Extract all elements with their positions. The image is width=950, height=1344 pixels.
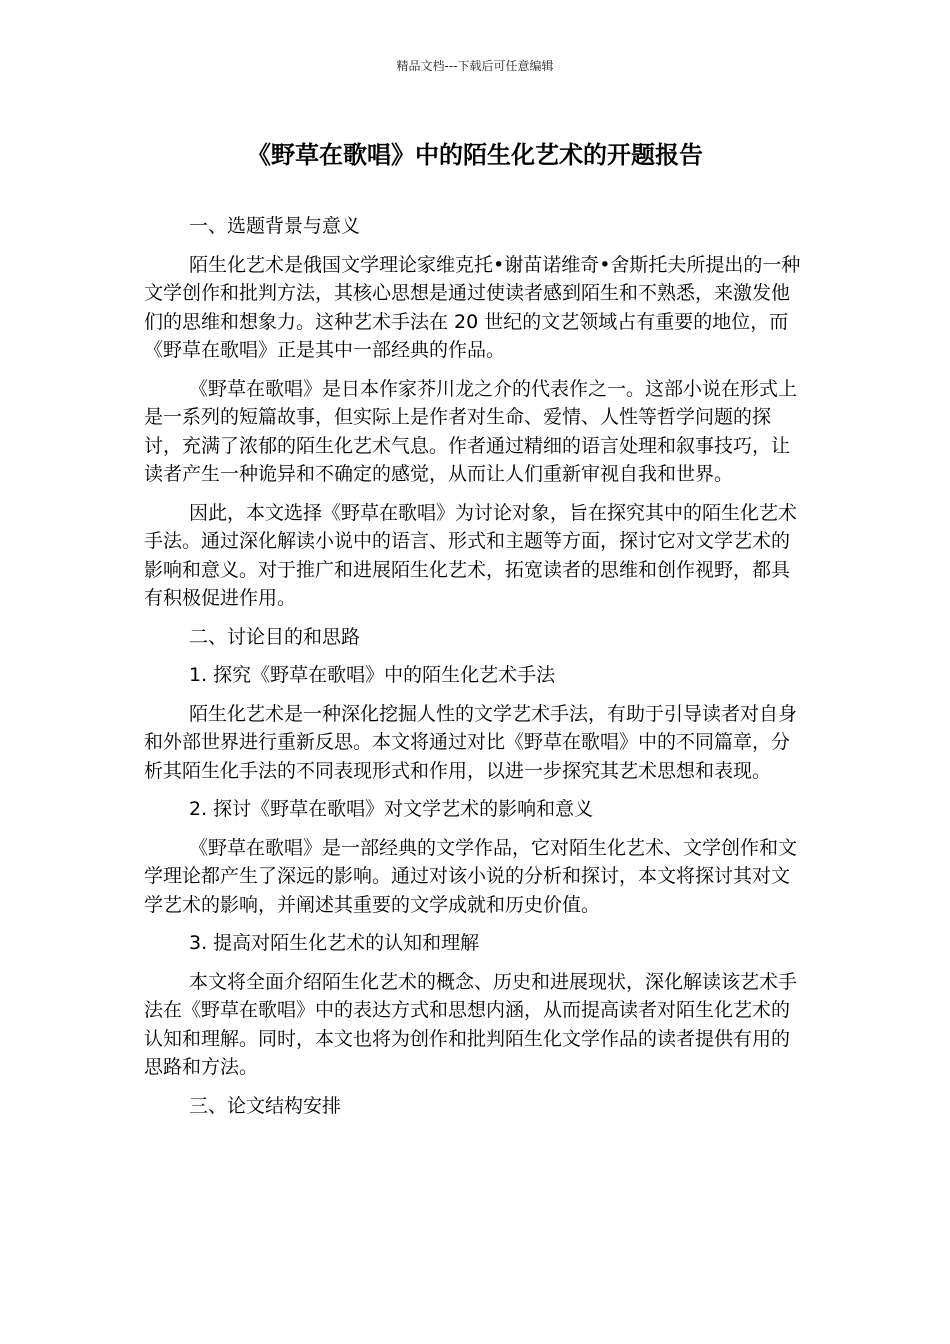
- subheading-purpose-2: 2. 探讨《野草在歌唱》对文学艺术的影响和意义: [189, 798, 594, 820]
- section-heading-purpose: 二、讨论目的和思路: [189, 625, 361, 648]
- subheading-purpose-1: 1. 探究《野草在歌唱》中的陌生化艺术手法: [189, 664, 556, 686]
- document-title: 《野草在歌唱》中的陌生化艺术的开题报告: [247, 141, 703, 169]
- document-body: [144, 212, 806, 1130]
- paragraph-background-3: 因此，本文选择《野草在歌唱》为讨论对象，旨在探究其中的陌生化艺术手法。通过深化解读小说中的语言、形式和主题等方面，探讨它对文学艺术的影响和意义。对于推广和进展陌生化艺术，拓宽读者的思维和创作视野，都具有积极促进作用。: [144, 501, 798, 609]
- section-heading-background: 一、选题背景与意义: [189, 215, 361, 237]
- header-note: 精品文档---下载后可任意编辑: [396, 59, 554, 73]
- paragraph-purpose-2: 《野草在歌唱》是一部经典的文学作品，它对陌生化艺术、文学创作和文学理论都产生了深远的影响。通过对该小说的分析和探讨，本文将探讨其对文学艺术的影响，并阐述其重要的文学成就和历史价值。: [144, 836, 798, 916]
- section-heading-structure: 三、论文结构安排: [189, 1094, 342, 1117]
- paragraph-purpose-1: 陌生化艺术是一种深化挖掘人性的文学艺术手法，有助于引导读者对自身和外部世界进行重新反思。本文将通过对比《野草在歌唱》中的不同篇章，分析其陌生化手法的不同表现形式和作用，以进一步探究其艺术思想和表现。: [144, 702, 798, 782]
- paragraph-background-2: 《野草在歌唱》是日本作家芥川龙之介的代表作之一。这部小说在形式上是一系列的短篇故事，但实际上是作者对生命、爱情、人性等哲学问题的探讨，充满了浓郁的陌生化艺术气息。作者通过精细的语言处理和叙事技巧，让读者产生一种诡异和不确定的感觉，从而让人们重新审视自我和世界。: [144, 377, 798, 485]
- subheading-purpose-3: 3. 提高对陌生化艺术的认知和理解: [189, 932, 480, 954]
- paragraph-purpose-3: 本文将全面介绍陌生化艺术的概念、历史和进展现状，深化解读该艺术手法在《野草在歌唱》中的表达方式和思想内涵，从而提高读者对陌生化艺术的认知和理解。同时，本文也将为创作和批判陌生化文学作品的读者提供有用的思路和方法。: [144, 970, 798, 1078]
- paragraph-background-1: 陌生化艺术是俄国文学理论家维克托•谢苗诺维奇•舍斯托夫所提出的一种文学创作和批判方法，其核心思想是通过使读者感到陌生和不熟悉，来激发他们的思维和想象力。这种艺术手法在 20 世纪的文艺领域占有重要的地位，而《野草在歌唱》正是其中一部经典的作品。: [144, 253, 801, 361]
